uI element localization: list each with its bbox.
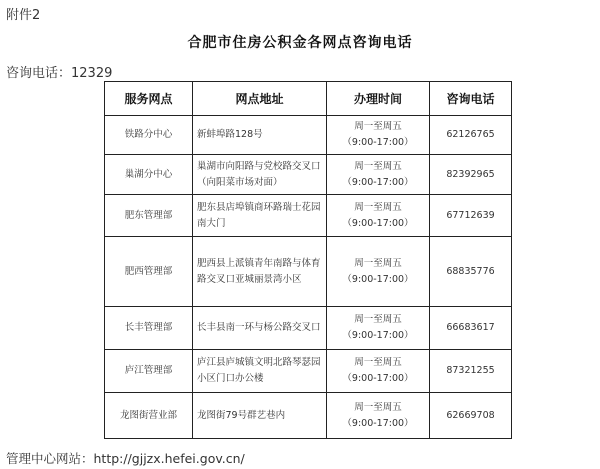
hours-time: （9:00-17:00）	[342, 273, 414, 285]
hours-days: 周一至周五	[354, 357, 402, 368]
branch-phone: 62126765	[430, 116, 512, 155]
branch-name: 肥西管理部	[105, 237, 193, 307]
annex-label: 附件2	[6, 8, 41, 23]
hours-time: （9:00-17:00）	[342, 373, 414, 384]
hours-days: 周一至周五	[354, 314, 402, 325]
table-header-row	[105, 82, 512, 116]
header-branch: 服务网点	[105, 82, 193, 116]
branch-phone: 67712639	[430, 195, 512, 237]
branch-hours	[327, 393, 430, 439]
branch-address: 肥东县店埠镇商环路瑞士花园南大门	[193, 195, 327, 237]
branch-hours	[327, 307, 430, 350]
branch-contact-table	[104, 81, 512, 439]
hours-days: 周一至周五	[354, 401, 402, 413]
hours-days: 周一至周五	[354, 257, 402, 269]
table-row	[105, 307, 512, 350]
header-hours: 办理时间	[327, 82, 430, 116]
branch-address: 肥西县上派镇青年南路与体育路交叉口亚城丽景湾小区	[193, 237, 327, 307]
branch-name: 庐江管理部	[105, 350, 193, 393]
hours-time: （9:00-17:00）	[342, 330, 414, 341]
branch-phone: 87321255	[430, 350, 512, 393]
branch-address: 龙图街79号群艺巷内	[193, 393, 327, 439]
branch-hours	[327, 237, 430, 307]
table-row	[105, 393, 512, 439]
branch-hours	[327, 195, 430, 237]
branch-phone: 62669708	[430, 393, 512, 439]
branch-name: 长丰管理部	[105, 307, 193, 350]
hours-time: （9:00-17:00）	[342, 176, 414, 188]
hours-days: 周一至周五	[354, 201, 402, 213]
branch-address: 巢湖市向阳路与党校路交叉口（向阳菜市场对面）	[193, 155, 327, 195]
page-title: 合肥市住房公积金各网点咨询电话	[187, 35, 413, 51]
branch-name: 龙图街营业部	[105, 393, 193, 439]
hours-time: （9:00-17:00）	[342, 417, 414, 429]
hours-time: （9:00-17:00）	[342, 137, 414, 148]
branch-phone: 66683617	[430, 307, 512, 350]
table-row	[105, 116, 512, 155]
table-row	[105, 350, 512, 393]
branch-phone: 82392965	[430, 155, 512, 195]
branch-address: 新蚌埠路128号	[193, 116, 327, 155]
hours-time: （9:00-17:00）	[342, 217, 414, 229]
header-phone: 咨询电话	[430, 82, 512, 116]
header-address: 网点地址	[193, 82, 327, 116]
hours-days: 周一至周五	[354, 121, 402, 132]
table-row	[105, 237, 512, 307]
table-row	[105, 195, 512, 237]
hours-days: 周一至周五	[354, 160, 402, 172]
branch-name: 巢湖分中心	[105, 155, 193, 195]
branch-address: 长丰县南一环与杨公路交叉口	[193, 307, 327, 350]
branch-hours	[327, 350, 430, 393]
table-row	[105, 155, 512, 195]
branch-phone: 68835776	[430, 237, 512, 307]
branch-hours	[327, 155, 430, 195]
branch-name: 肥东管理部	[105, 195, 193, 237]
branch-hours	[327, 116, 430, 155]
hotline-text: 咨询电话：12329	[6, 66, 113, 81]
branch-address: 庐江县庐城镇文明北路琴瑟园小区门口办公楼	[193, 350, 327, 393]
website-text: 管理中心网站：http://gjjzx.hefei.gov.cn/	[6, 451, 245, 466]
branch-name: 铁路分中心	[105, 116, 193, 155]
